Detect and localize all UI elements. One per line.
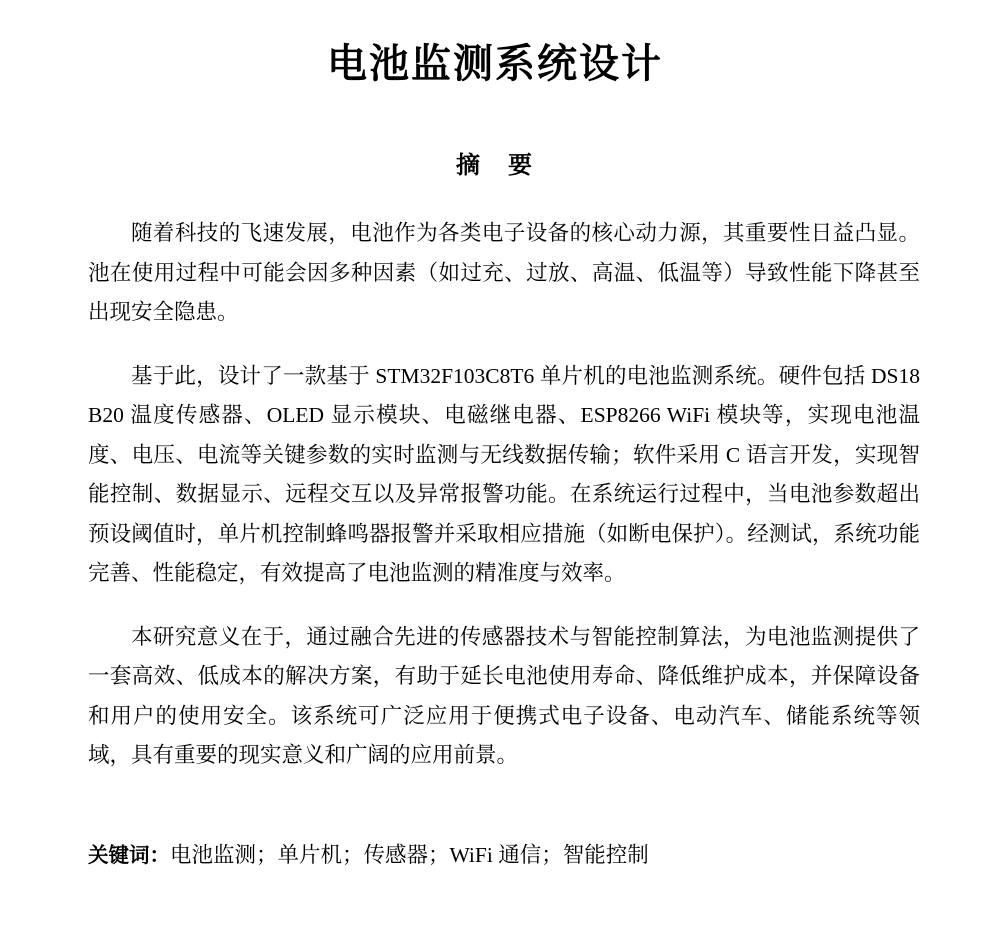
abstract-paragraph-3: 本研究意义在于，通过融合先进的传感器技术与智能控制算法，为电池监测提供了一套高效、低成本的解决方案，有助于延长电池使用寿命、降低维护成本，并保障设备和用户的使用安全。该系统可广泛应用于便携式电子设备、电动汽车、储能系统等领域，具有重要的现实意义和广阔的应用前景。 xyxy=(88,624,920,767)
page-title: 电池监测系统设计 xyxy=(327,41,663,86)
keywords-value: 电池监测；单片机；传感器；WiFi 通信；智能控制 xyxy=(170,842,649,867)
abstract-heading: 摘 要 xyxy=(456,153,534,179)
abstract-paragraph-2: 基于此，设计了一款基于 STM32F103C8T6 单片机的电池监测系统。硬件包括 DS18B20 温度传感器、OLED 显示模块、电磁继电器、ESP8266 WiFi 模块等，实现电池温度、电压、电流等关键参数的实时监测与无线数据传输；软件采用 C 语言开发，实现智能控制、数据显示、远程交互以及异常报警功能。在系统运行过程中，当电池参数超出预设阈值时，单片机控制蜂鸣器报警并采取相应措施（如断电保护）。经测试，系统功能完善、性能稳定，有效提高了电池监测的精准度与效率。 xyxy=(88,363,920,585)
abstract-paragraph-1: 随着科技的飞速发展，电池作为各类电子设备的核心动力源，其重要性日益凸显。池在使用过程中可能会因多种因素（如过充、过放、高温、低温等）导致性能下降甚至出现安全隐患。 xyxy=(88,221,920,324)
abstract-body xyxy=(35,180,955,776)
keywords-line xyxy=(35,798,955,876)
keywords-label: 关键词： xyxy=(88,842,170,867)
